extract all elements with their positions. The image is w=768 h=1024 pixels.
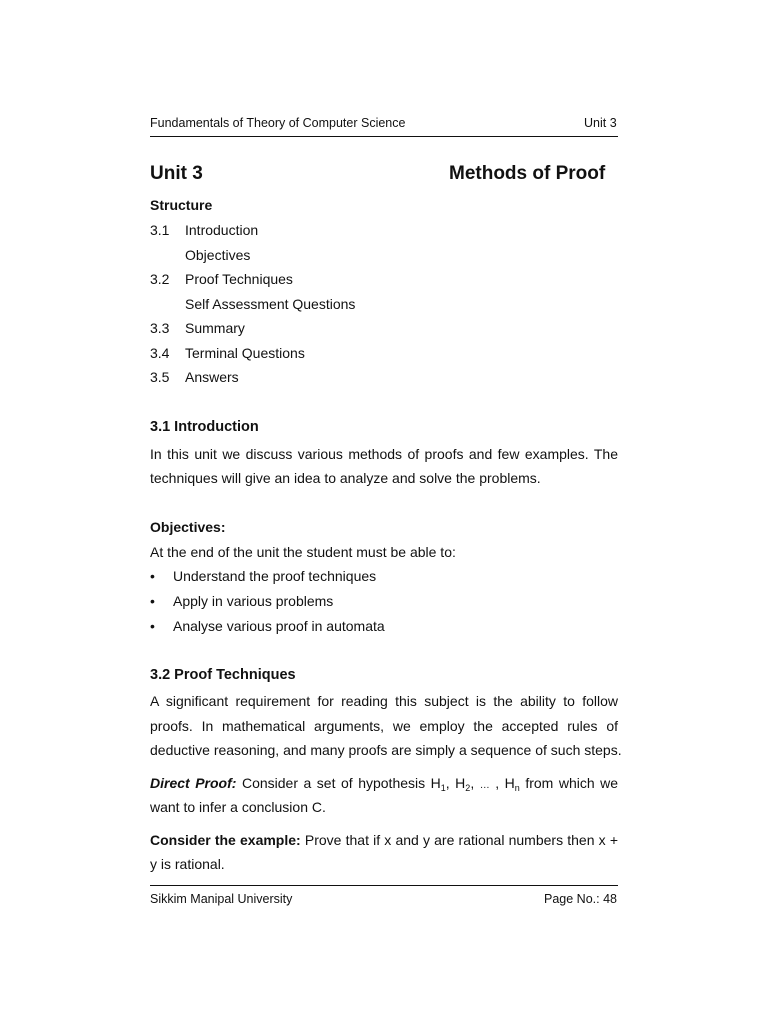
direct-proof-line bbox=[150, 775, 618, 791]
structure-item: Summary bbox=[185, 320, 245, 336]
section-heading-introduction: 3.1 Introduction bbox=[150, 419, 259, 435]
running-header-title: Fundamentals of Theory of Computer Science bbox=[150, 116, 406, 130]
bullet-icon: • bbox=[150, 568, 155, 584]
direct-proof-text: from which we bbox=[519, 775, 619, 791]
bullet-icon: • bbox=[150, 618, 155, 634]
separator: , bbox=[470, 775, 480, 791]
footer-university: Sikkim Manipal University bbox=[150, 892, 293, 906]
structure-item: Objectives bbox=[185, 247, 251, 263]
structure-item: Terminal Questions bbox=[185, 345, 305, 361]
example-text: Prove that if x and y are rational numbers then x + bbox=[304, 832, 618, 848]
example-label: Consider the example: bbox=[150, 832, 301, 848]
paragraph-line: proofs. In mathematical arguments, we employ the accepted rules of bbox=[150, 718, 618, 734]
footer-rule bbox=[150, 885, 618, 886]
structure-num: 3.4 bbox=[150, 345, 170, 361]
footer-page-number: Page No.: 48 bbox=[544, 892, 617, 906]
objective-item: Apply in various problems bbox=[173, 593, 334, 609]
separator: , H bbox=[489, 775, 515, 791]
paragraph-line: want to infer a conclusion C. bbox=[150, 799, 326, 815]
structure-heading: Structure bbox=[150, 197, 213, 213]
running-header-unit: Unit 3 bbox=[584, 116, 617, 130]
subscript: n bbox=[514, 783, 520, 793]
structure-item: Self Assessment Questions bbox=[185, 296, 356, 312]
paragraph-line: A significant requirement for reading this subject is the ability to follow bbox=[150, 693, 618, 709]
unit-number: Unit 3 bbox=[150, 163, 203, 184]
direct-proof-text: Consider a set of hypothesis H bbox=[241, 775, 441, 791]
separator: , H bbox=[445, 775, 466, 791]
subscript: 1 bbox=[440, 783, 446, 793]
bullet-icon: • bbox=[150, 593, 155, 609]
structure-num: 3.1 bbox=[150, 222, 170, 238]
section-heading-proof-techniques: 3.2 Proof Techniques bbox=[150, 667, 296, 683]
paragraph-line: y is rational. bbox=[150, 856, 225, 872]
structure-item: Proof Techniques bbox=[185, 271, 293, 287]
paragraph-line: deductive reasoning, and many proofs are simply a sequence of such steps. bbox=[150, 742, 622, 758]
subscript: 2 bbox=[465, 783, 471, 793]
direct-proof-label: Direct Proof: bbox=[150, 775, 237, 791]
paragraph-line: techniques will give an idea to analyze and solve the problems. bbox=[150, 470, 541, 486]
unit-heading: Methods of Proof bbox=[449, 163, 606, 184]
structure-num: 3.5 bbox=[150, 369, 170, 385]
example-line bbox=[150, 832, 618, 848]
structure-item: Introduction bbox=[185, 222, 259, 238]
objective-item: Understand the proof techniques bbox=[173, 568, 377, 584]
structure-num: 3.3 bbox=[150, 320, 170, 336]
ellipsis: … bbox=[479, 780, 490, 791]
paragraph-line: In this unit we discuss various methods of proofs and few examples. The bbox=[150, 446, 618, 462]
objectives-lead: At the end of the unit the student must be able to: bbox=[150, 544, 456, 560]
structure-item: Answers bbox=[185, 369, 239, 385]
header-rule bbox=[150, 136, 618, 137]
structure-num: 3.2 bbox=[150, 271, 170, 287]
objectives-heading: Objectives: bbox=[150, 519, 226, 535]
objective-item: Analyse various proof in automata bbox=[173, 618, 385, 634]
